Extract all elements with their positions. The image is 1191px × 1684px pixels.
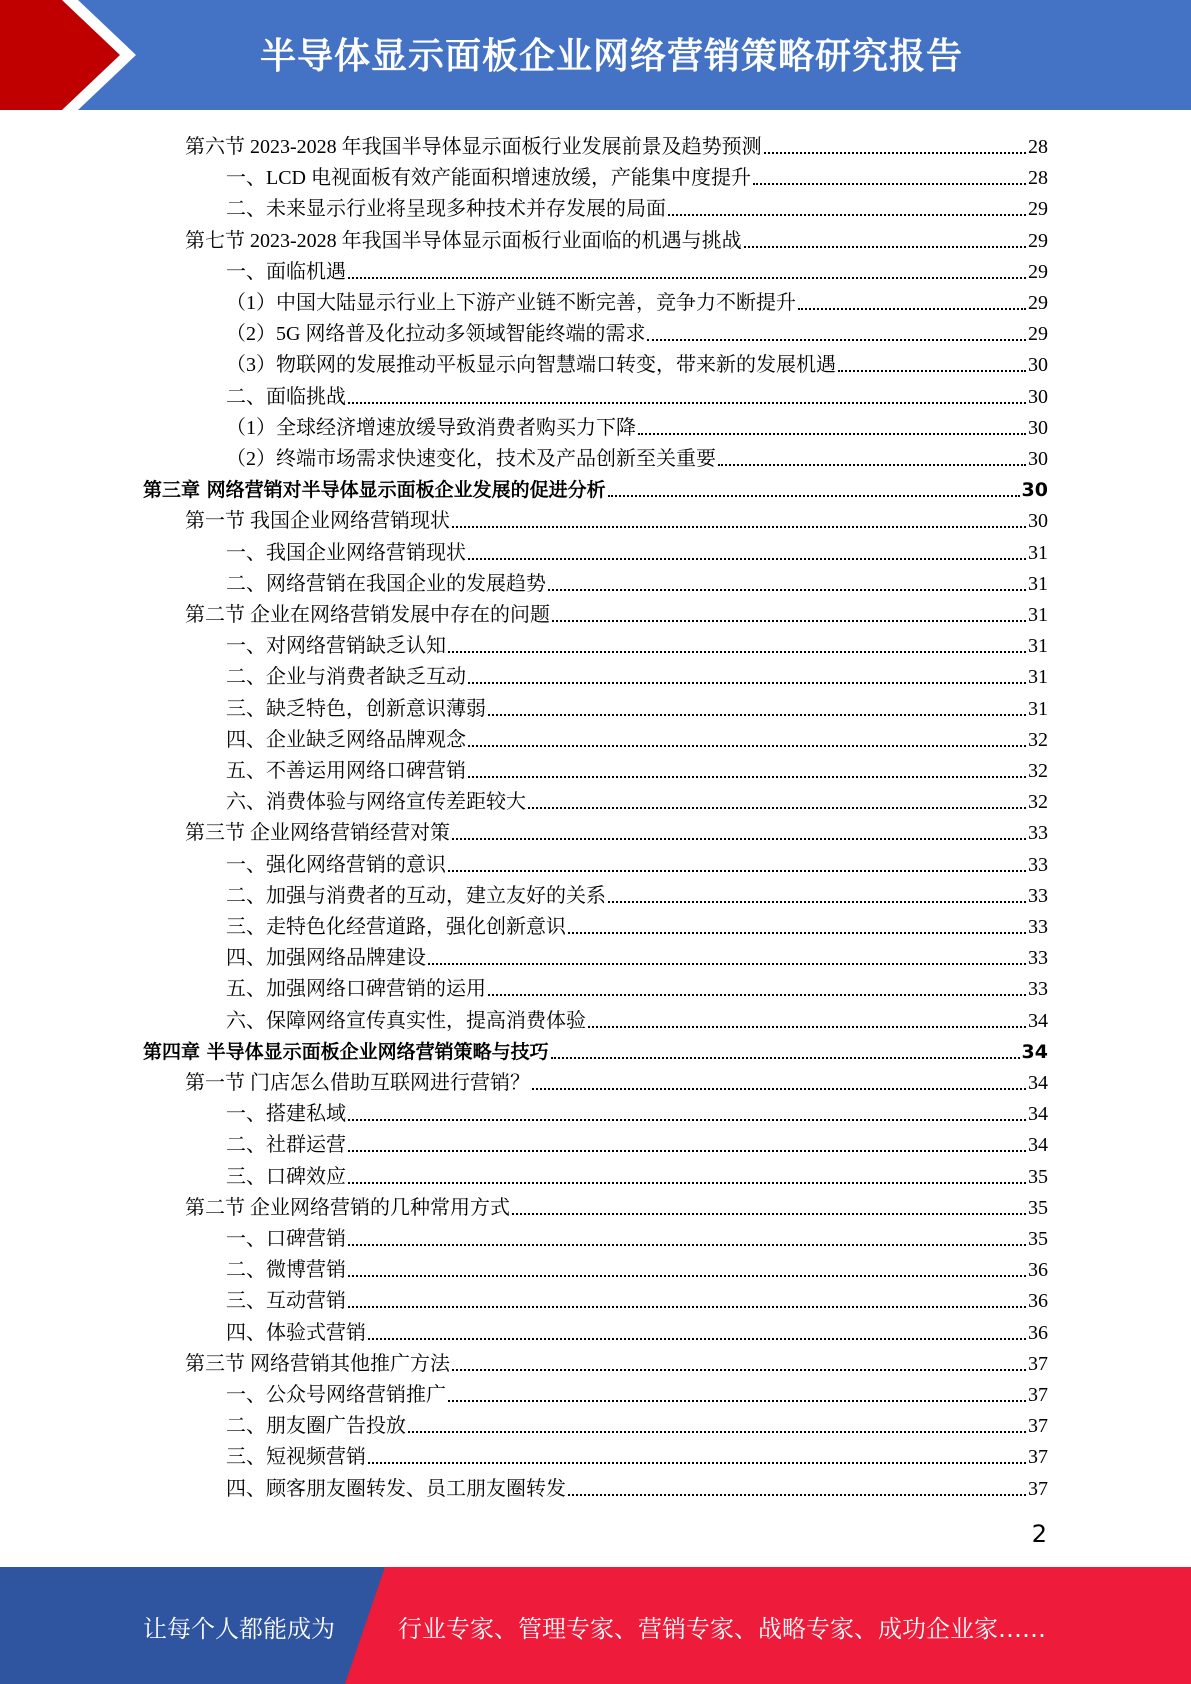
toc-entry[interactable] — [226, 1251, 1048, 1282]
toc-entry[interactable] — [226, 159, 1048, 190]
toc-dot-leader — [428, 963, 1026, 965]
toc-entry-title: （3）物联网的发展推动平板显示向智慧端口转变，带来新的发展机遇 — [226, 354, 836, 377]
toc-dot-leader — [348, 277, 1026, 279]
toc-entry[interactable] — [185, 814, 1048, 845]
toc-entry-title: 一、对网络营销缺乏认知 — [226, 635, 446, 658]
toc-dot-leader — [448, 651, 1026, 653]
toc-entry[interactable] — [226, 190, 1048, 221]
toc-entry-page: 30 — [1028, 354, 1048, 377]
toc-dot-leader — [764, 152, 1026, 154]
toc-dot-leader — [568, 1494, 1026, 1496]
toc-entry-title: 二、未来显示行业将呈现多种技术并存发展的局面 — [226, 198, 666, 221]
toc-dot-leader — [468, 682, 1026, 684]
toc-entry[interactable] — [226, 1126, 1048, 1157]
toc-entry-page: 36 — [1028, 1259, 1048, 1282]
toc-entry-page: 34 — [1028, 1134, 1048, 1157]
toc-dot-leader — [744, 246, 1026, 248]
toc-entry[interactable] — [226, 346, 1048, 377]
toc-entry-page: 31 — [1028, 697, 1048, 720]
toc-entry[interactable] — [226, 658, 1048, 689]
toc-entry[interactable] — [226, 1095, 1048, 1126]
toc-entry-title: 三、走特色化经营道路，强化创新意识 — [226, 916, 566, 938]
toc-entry-title: 一、口碑营销 — [226, 1228, 346, 1250]
footer-slogan-right: 行业专家、管理专家、营销专家、战略专家、成功企业家…… — [398, 1615, 1046, 1643]
toc-entry-page: 31 — [1028, 635, 1048, 658]
footer-slogan-left: 让每个人都能成为 — [143, 1615, 335, 1643]
toc-entry-title: （1）中国大陆显示行业上下游产业链不断完善，竞争力不断提升 — [226, 292, 796, 314]
toc-dot-leader — [452, 838, 1026, 840]
report-title: 半导体显示面板企业网络营销策略研究报告 — [260, 36, 964, 77]
toc-entry-title: 第六节 2023-2028 年我国半导体显示面板行业发展前景及趋势预测 — [185, 136, 762, 158]
toc-entry-title: 四、体验式营销 — [226, 1321, 366, 1344]
toc-entry-page: 37 — [1028, 1415, 1048, 1438]
toc-entry-page: 33 — [1028, 978, 1048, 1001]
toc-entry-page: 33 — [1028, 822, 1048, 845]
toc-dot-leader — [532, 1088, 1026, 1090]
toc-entry[interactable] — [226, 1470, 1048, 1501]
toc-dot-leader — [448, 870, 1026, 872]
toc-entry-page: 29 — [1028, 260, 1048, 283]
toc-entry-title: 一、我国企业网络营销现状 — [226, 541, 466, 564]
toc-entry-title: （2）5G 网络普及化拉动多领域智能终端的需求 — [226, 323, 646, 346]
toc-entry-page: 35 — [1028, 1196, 1048, 1219]
toc-entry[interactable] — [226, 1282, 1048, 1313]
toc-entry-page: 36 — [1028, 1321, 1048, 1344]
toc-entry[interactable] — [185, 128, 1048, 159]
toc-entry[interactable] — [185, 222, 1048, 253]
toc-entry-title: 二、社群运营 — [226, 1134, 346, 1157]
toc-dot-leader — [568, 932, 1026, 934]
toc-dot-leader — [798, 308, 1026, 310]
toc-entry[interactable] — [226, 315, 1048, 346]
toc-entry-title: 第三节 网络营销其他推广方法 — [185, 1352, 450, 1375]
toc-entry[interactable] — [226, 1407, 1048, 1438]
toc-dot-leader — [468, 558, 1026, 560]
toc-entry-title: 二、网络营销在我国企业的发展趋势 — [226, 572, 546, 595]
toc-entry-page: 37 — [1028, 1446, 1048, 1469]
toc-entry[interactable] — [143, 471, 1048, 502]
toc-entry-page: 30 — [1028, 416, 1048, 439]
toc-entry[interactable] — [226, 409, 1048, 440]
toc-entry-page: 30 — [1028, 510, 1048, 533]
toc-entry-title: 二、企业与消费者缺乏互动 — [226, 666, 466, 689]
toc-entry[interactable] — [226, 565, 1048, 596]
toc-dot-leader — [668, 214, 1026, 216]
toc-entry-page: 37 — [1028, 1352, 1048, 1375]
toc-entry[interactable] — [226, 534, 1048, 565]
toc-entry-page: 33 — [1028, 916, 1048, 938]
toc-dot-leader — [638, 433, 1026, 435]
toc-entry[interactable] — [226, 1438, 1048, 1469]
toc-entry[interactable] — [226, 1002, 1048, 1033]
toc-dot-leader — [408, 1431, 1026, 1433]
toc-dot-leader — [552, 620, 1026, 622]
toc-entry-title: 三、短视频营销 — [226, 1446, 366, 1469]
toc-entry[interactable] — [185, 1345, 1048, 1376]
toc-entry-title: 一、公众号网络营销推广 — [226, 1384, 446, 1406]
toc-entry-title: 六、消费体验与网络宣传差距较大 — [226, 791, 526, 814]
toc-entry[interactable] — [185, 596, 1048, 627]
toc-dot-leader — [348, 1150, 1026, 1152]
toc-entry-title: 二、面临挑战 — [226, 385, 346, 408]
toc-entry[interactable] — [226, 877, 1048, 908]
toc-entry-page: 31 — [1028, 541, 1048, 564]
toc-entry-page: 30 — [1028, 448, 1048, 470]
toc-entry-title: 六、保障网络宣传真实性，提高消费体验 — [226, 1009, 586, 1032]
toc-dot-leader — [548, 589, 1026, 591]
toc-entry-title: 一、强化网络营销的意识 — [226, 853, 446, 876]
toc-entry-title: 第三章 网络营销对半导体显示面板企业发展的促进分析 — [143, 479, 606, 502]
toc-entry-page: 35 — [1028, 1165, 1048, 1188]
toc-entry[interactable] — [226, 253, 1048, 284]
toc-dot-leader — [348, 402, 1026, 404]
toc-entry[interactable] — [226, 846, 1048, 877]
toc-dot-leader — [348, 1244, 1026, 1246]
toc-entry[interactable] — [226, 378, 1048, 409]
toc-entry-page: 32 — [1028, 728, 1048, 751]
page-number: 2 — [1031, 1520, 1047, 1548]
toc-entry[interactable] — [226, 783, 1048, 814]
toc-dot-leader — [551, 1057, 1020, 1059]
toc-entry[interactable] — [185, 1064, 1048, 1095]
toc-entry-title: 二、朋友圈广告投放 — [226, 1415, 406, 1438]
toc-entry-page: 29 — [1028, 292, 1048, 314]
toc-entry[interactable] — [226, 1376, 1048, 1407]
toc-entry-title: 四、加强网络品牌建设 — [226, 947, 426, 970]
toc-dot-leader — [368, 1338, 1026, 1340]
toc-entry-title: 二、加强与消费者的互动，建立友好的关系 — [226, 884, 606, 907]
toc-entry-page: 29 — [1028, 229, 1048, 252]
toc-entry-title: 五、加强网络口碑营销的运用 — [226, 978, 486, 1001]
toc-dot-leader — [368, 1462, 1026, 1464]
toc-entry-title: 一、LCD 电视面板有效产能面积增速放缓，产能集中度提升 — [226, 167, 751, 190]
toc-entry[interactable] — [226, 939, 1048, 970]
toc-dot-leader — [718, 464, 1026, 466]
toc-dot-leader — [468, 776, 1026, 778]
toc-entry-page: 36 — [1028, 1290, 1048, 1313]
toc-entry-page: 33 — [1028, 853, 1048, 876]
toc-entry-page: 31 — [1028, 604, 1048, 626]
toc-entry-title: 第二节 企业网络营销的几种常用方式 — [185, 1196, 510, 1219]
toc-entry-page: 33 — [1028, 947, 1048, 970]
toc-dot-leader — [488, 714, 1026, 716]
toc-dot-leader — [452, 1369, 1026, 1371]
footer-banner — [0, 1567, 1191, 1684]
toc-entry[interactable] — [185, 1189, 1048, 1220]
report-header — [0, 0, 1191, 110]
toc-entry[interactable] — [226, 1314, 1048, 1345]
toc-entry-page: 29 — [1028, 323, 1048, 346]
toc-entry-title: 四、企业缺乏网络品牌观念 — [226, 728, 466, 751]
toc-entry[interactable] — [226, 1158, 1048, 1189]
toc-entry-title: （2）终端市场需求快速变化，技术及产品创新至关重要 — [226, 448, 716, 470]
toc-entry-page: 32 — [1028, 791, 1048, 814]
toc-entry[interactable] — [226, 440, 1048, 471]
toc-entry-page: 34 — [1028, 1072, 1048, 1094]
toc-dot-leader — [512, 1213, 1026, 1215]
toc-dot-leader — [448, 1400, 1026, 1402]
toc-dot-leader — [608, 495, 1020, 497]
toc-entry-page: 37 — [1028, 1384, 1048, 1406]
toc-entry[interactable] — [226, 1220, 1048, 1251]
toc-entry-title: 第三节 企业网络营销经营对策 — [185, 822, 450, 845]
toc-entry-page: 31 — [1028, 572, 1048, 595]
toc-entry-page: 34 — [1028, 1103, 1048, 1126]
toc-entry-page: 30 — [1021, 479, 1048, 502]
toc-entry[interactable] — [226, 908, 1048, 939]
toc-entry-title: 三、缺乏特色，创新意识薄弱 — [226, 697, 486, 720]
toc-entry[interactable] — [226, 627, 1048, 658]
toc-entry-title: 第一节 我国企业网络营销现状 — [185, 510, 450, 533]
toc-entry-title: 一、搭建私域 — [226, 1103, 346, 1126]
toc-entry-title: （1）全球经济增速放缓导致消费者购买力下降 — [226, 416, 636, 439]
toc-dot-leader — [838, 370, 1026, 372]
toc-entry-page: 28 — [1028, 136, 1048, 158]
toc-dot-leader — [647, 339, 1026, 341]
toc-entry-page: 28 — [1028, 167, 1048, 190]
toc-entry-page: 30 — [1028, 385, 1048, 408]
toc-entry-page: 37 — [1028, 1477, 1048, 1500]
toc-dot-leader — [753, 183, 1026, 185]
toc-entry-title: 五、不善运用网络口碑营销 — [226, 760, 466, 782]
toc-entry[interactable] — [226, 721, 1048, 752]
toc-entry-title: 四、顾客朋友圈转发、员工朋友圈转发 — [226, 1477, 566, 1500]
toc-entry-title: 第四章 半导体显示面板企业网络营销策略与技巧 — [143, 1040, 549, 1063]
header-red-arrow-decoration — [0, 0, 150, 110]
toc-dot-leader — [488, 994, 1026, 996]
toc-entry[interactable] — [226, 752, 1048, 783]
toc-dot-leader — [348, 1119, 1026, 1121]
toc-dot-leader — [528, 807, 1026, 809]
toc-entry-title: 三、互动营销 — [226, 1290, 346, 1313]
toc-entry-page: 35 — [1028, 1228, 1048, 1250]
toc-entry-title: 第一节 门店怎么借助互联网进行营销？ — [185, 1072, 530, 1094]
toc-entry[interactable] — [226, 284, 1048, 315]
toc-dot-leader — [348, 1182, 1026, 1184]
toc-entry-title: 一、面临机遇 — [226, 260, 346, 283]
toc-entry-title: 三、口碑效应 — [226, 1165, 346, 1188]
toc-dot-leader — [348, 1306, 1026, 1308]
toc-entry[interactable] — [226, 690, 1048, 721]
toc-dot-leader — [348, 1275, 1026, 1277]
toc-dot-leader — [452, 526, 1026, 528]
toc-entry-page: 29 — [1028, 198, 1048, 221]
toc-entry-page: 34 — [1028, 1009, 1048, 1032]
toc-entry-title: 第二节 企业在网络营销发展中存在的问题 — [185, 604, 550, 626]
toc-entry[interactable] — [226, 970, 1048, 1001]
toc-dot-leader — [468, 745, 1026, 747]
toc-entry-page: 32 — [1028, 760, 1048, 782]
toc-entry[interactable] — [185, 502, 1048, 533]
toc-dot-leader — [588, 1026, 1026, 1028]
toc-entry[interactable] — [143, 1033, 1048, 1064]
toc-entry-page: 33 — [1028, 884, 1048, 907]
toc-entry-page: 31 — [1028, 666, 1048, 689]
toc-entry-title: 第七节 2023-2028 年我国半导体显示面板行业面临的机遇与挑战 — [185, 229, 742, 252]
toc-entry-title: 二、微博营销 — [226, 1259, 346, 1282]
toc-dot-leader — [608, 901, 1026, 903]
toc-entry-page: 34 — [1021, 1040, 1048, 1063]
